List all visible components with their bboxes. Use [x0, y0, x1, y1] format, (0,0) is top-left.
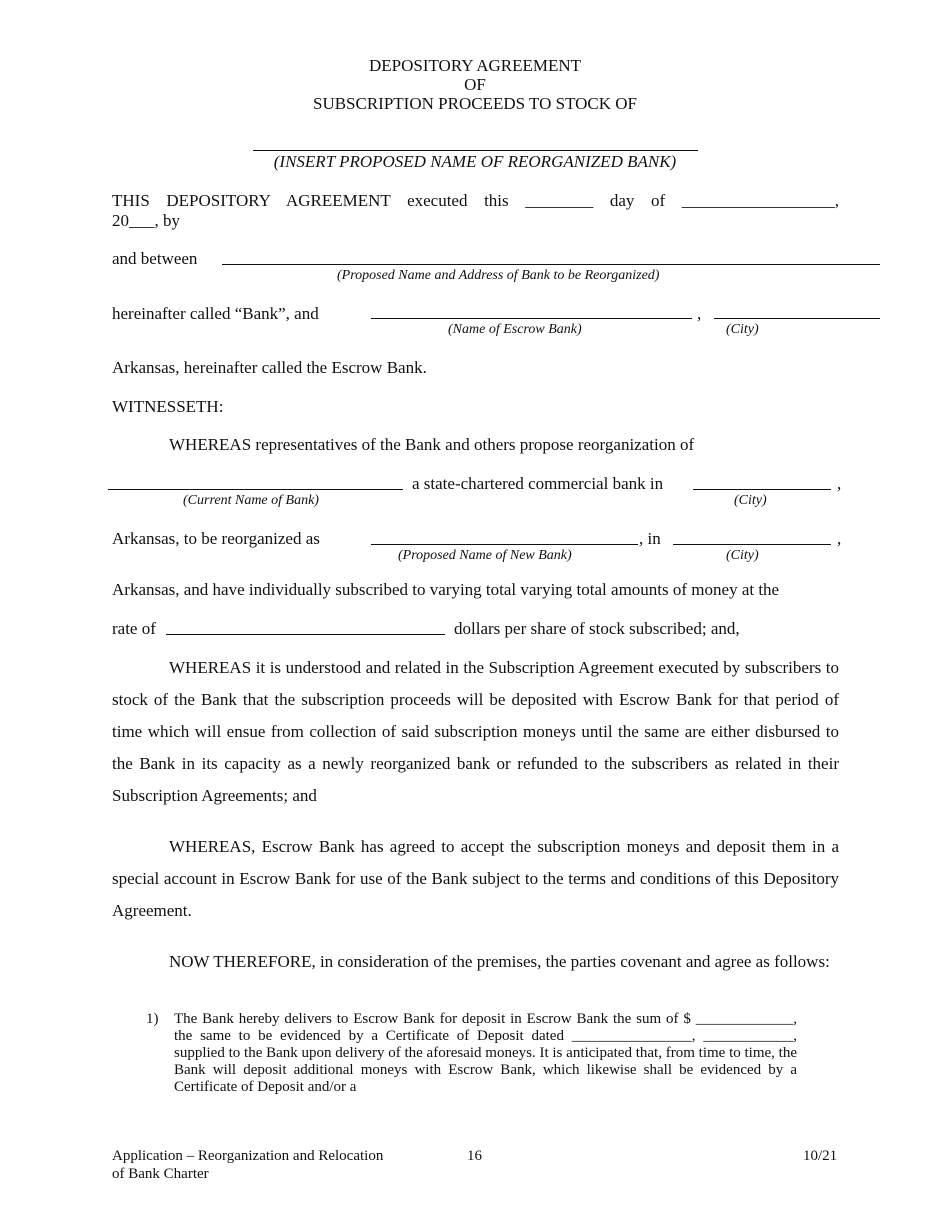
whereas-reorganization: WHEREAS representatives of the Bank and others propose reorganization of	[169, 435, 695, 454]
new-city-line[interactable]	[673, 544, 831, 545]
footer-application-line-1: Application – Reorganization and Relocation	[112, 1148, 384, 1164]
reorganized-as-label: Arkansas, to be reorganized as	[112, 529, 320, 548]
comma-2: ,	[837, 529, 842, 548]
executed-year: 20___, by	[112, 211, 180, 230]
bank-address-caption: (Proposed Name and Address of Bank to be Reorganized)	[337, 268, 660, 283]
title-line-2: OF	[464, 75, 486, 94]
bank-name-line[interactable]	[253, 150, 698, 151]
executed-line: THIS DEPOSITORY AGREEMENT executed this ________ day of __________________,	[112, 191, 839, 210]
escrow-bank-caption: (Name of Escrow Bank)	[448, 322, 582, 337]
escrow-bank-line[interactable]	[371, 318, 692, 319]
footer-application-line-2: of Bank Charter	[112, 1166, 209, 1182]
current-bank-caption: (Current Name of Bank)	[183, 493, 319, 508]
new-city-caption: (City)	[726, 548, 759, 563]
bank-name-caption: (INSERT PROPOSED NAME OF REORGANIZED BANK)	[273, 152, 677, 171]
title-line-1: DEPOSITORY AGREEMENT	[368, 56, 582, 75]
comma-1: ,	[837, 474, 842, 493]
dollars-per-share-text: dollars per share of stock subscribed; and,	[454, 619, 740, 638]
whereas-escrow-paragraph	[112, 831, 839, 927]
arkansas-escrow: Arkansas, hereinafter called the Escrow Bank.	[112, 358, 427, 377]
footer-page-number: 16	[467, 1148, 482, 1164]
item-1-text: The Bank hereby delivers to Escrow Bank for deposit in Escrow Bank the sum of $ _____________, the same to be evidenced by a Certificate of Deposit dated ________________, ____________, supplied to the Bank upon delivery of the aforesaid moneys. It is anticipated that, from time to time, the Bank will deposit additional moneys with Escrow Bank, which likewise shall be evidenced by a Certificate of Deposit and/or a	[174, 1011, 797, 1095]
in-text: , in	[639, 529, 661, 548]
hereinafter-label: hereinafter called “Bank”, and	[112, 304, 319, 323]
now-therefore-paragraph	[112, 952, 839, 971]
rate-of-label: rate of	[112, 619, 156, 638]
escrow-city-line[interactable]	[714, 318, 880, 319]
new-bank-line[interactable]	[371, 544, 638, 545]
and-between-label: and between	[112, 249, 198, 268]
whereas-subscription-text: WHEREAS it is understood and related in the Subscription Agreement executed by subscribers to stock of the Bank that the subscription proceeds will be deposited with Escrow Bank for that period of time which will ensue from collection of said subscription moneys until the same are either disbursed to the Bank in its capacity as a newly reorganized bank or refunded to the subscribers as related in their Subscription Agreements; and	[112, 658, 839, 805]
current-city-line[interactable]	[693, 489, 831, 490]
title-line-3: SUBSCRIPTION PROCEEDS TO STOCK OF	[312, 94, 638, 113]
now-therefore-text: NOW THEREFORE, in consideration of the premises, the parties covenant and agree as follows:	[169, 952, 830, 971]
item-1-number: 1)	[146, 1011, 159, 1027]
new-bank-caption: (Proposed Name of New Bank)	[398, 548, 572, 563]
bank-address-line[interactable]	[222, 264, 880, 265]
comma: ,	[697, 304, 702, 323]
rate-line[interactable]	[166, 634, 445, 635]
whereas-escrow-text: WHEREAS, Escrow Bank has agreed to accept the subscription moneys and deposit them in a special account in Escrow Bank for use of the Bank subject to the terms and conditions of this Depository Agreement.	[112, 837, 839, 920]
subscribed-text: Arkansas, and have individually subscribed to varying total varying total amounts of money at the	[112, 580, 780, 599]
escrow-city-caption: (City)	[726, 322, 759, 337]
whereas-subscription-paragraph	[112, 652, 839, 812]
current-bank-line[interactable]	[108, 489, 403, 490]
witnesseth: WITNESSETH:	[112, 397, 224, 416]
current-city-caption: (City)	[734, 493, 767, 508]
state-chartered-text: a state-chartered commercial bank in	[412, 474, 664, 493]
footer-date: 10/21	[803, 1148, 838, 1164]
